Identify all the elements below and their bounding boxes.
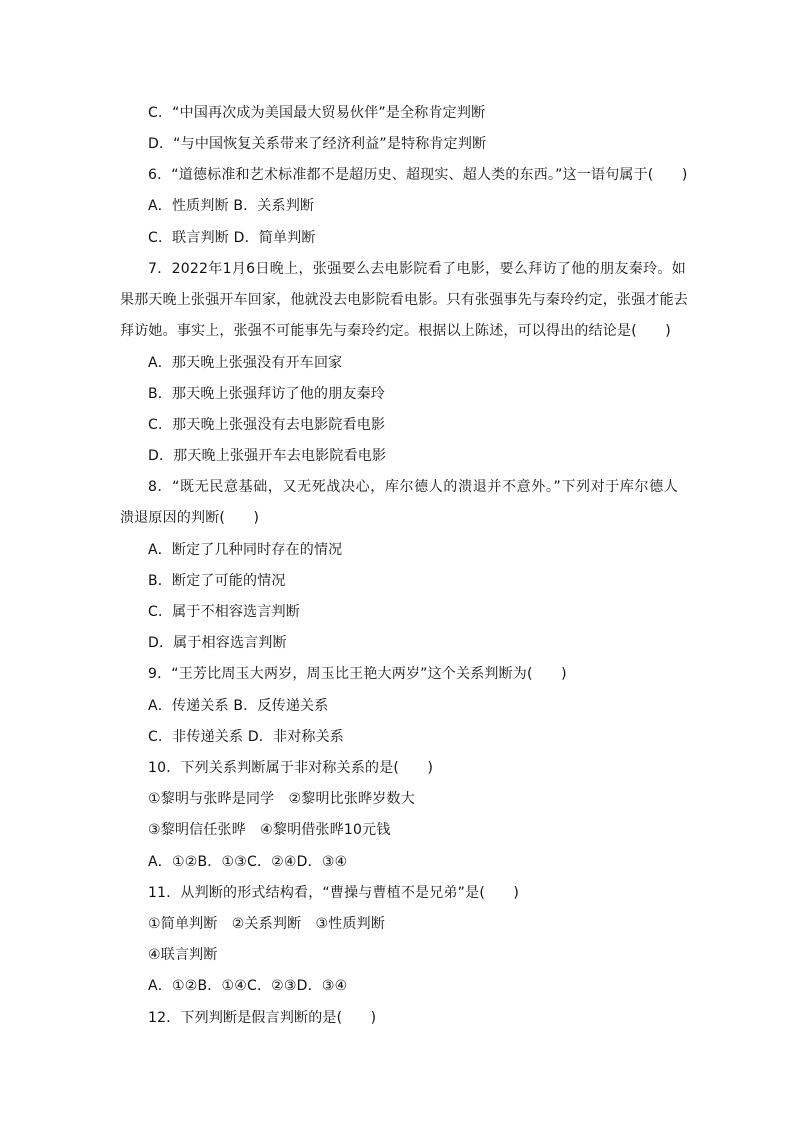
option-d-q8: D．属于相容选言判断 [148,635,287,651]
q11-item-4: ④联言判断 [148,947,218,963]
option-d-q5: D．“与中国恢复关系带来了经济利益”是特称肯定判断 [148,136,487,152]
question-11: 11．从判断的形式结构看，“曹操与曹植不是兄弟”是( ) [148,885,520,901]
option-c-q7: C．那天晚上张强没有去电影院看电影 [148,417,386,433]
options-ab-q6: A．性质判断 B．关系判断 [148,198,315,214]
question-7-line-3: 拜访她。事实上，张强不可能事先与秦玲约定。根据以上陈述，可以得出的结论是( ) [120,323,671,339]
question-7-line-2: 果那天晚上张强开车回家，他就没去电影院看电影。只有张强事先与秦玲约定，张强才能去 [120,292,688,308]
question-9: 9．“王芳比周玉大两岁，周玉比王艳大两岁”这个关系判断为( ) [148,666,567,682]
option-c-q5: C．“中国再次成为美国最大贸易伙伴”是全称肯定判断 [148,105,486,121]
option-c-q8: C．属于不相容选言判断 [148,604,300,620]
option-b-q7: B．那天晚上张强拜访了他的朋友秦玲 [148,386,386,402]
q11-items-1-3: ①简单判断 ②关系判断 ③性质判断 [148,916,386,932]
question-12: 12．下列判断是假言判断的是( ) [148,1010,377,1026]
q10-items-1-2: ①黎明与张晔是同学 ②黎明比张晔岁数大 [148,791,415,807]
option-a-q8: A．断定了几种同时存在的情况 [148,542,343,558]
q10-items-3-4: ③黎明信任张晔 ④黎明借张晔10元钱 [148,822,391,838]
question-7-line-1: 7．2022年1月6日晚上，张强要么去电影院看了电影，要么拜访了他的朋友秦玲。如 [148,261,686,277]
options-ab-q9: A．传递关系 B．反传递关系 [148,698,329,714]
question-8-line-1: 8．“既无民意基础，又无死战决心，库尔德人的溃退并不意外。”下列对于库尔德人 [148,479,678,495]
option-d-q7: D．那天晚上张强开车去电影院看电影 [148,448,387,464]
question-6: 6．“道德标准和艺术标准都不是超历史、超现实、超人类的东西。”这一语句属于( ) [148,167,688,183]
options-q10: A．①②B．①③C．②④D．③④ [148,854,348,870]
options-cd-q9: C．非传递关系 D．非对称关系 [148,729,345,745]
options-q11: A．①②B．①④C．②③D．③④ [148,978,348,994]
options-cd-q6: C．联言判断 D．简单判断 [148,230,316,246]
question-8-line-2: 溃退原因的判断( ) [120,510,260,526]
question-10: 10．下列关系判断属于非对称关系的是( ) [148,760,434,776]
option-b-q8: B．断定了可能的情况 [148,573,286,589]
option-a-q7: A．那天晚上张强没有开车回家 [148,355,343,371]
